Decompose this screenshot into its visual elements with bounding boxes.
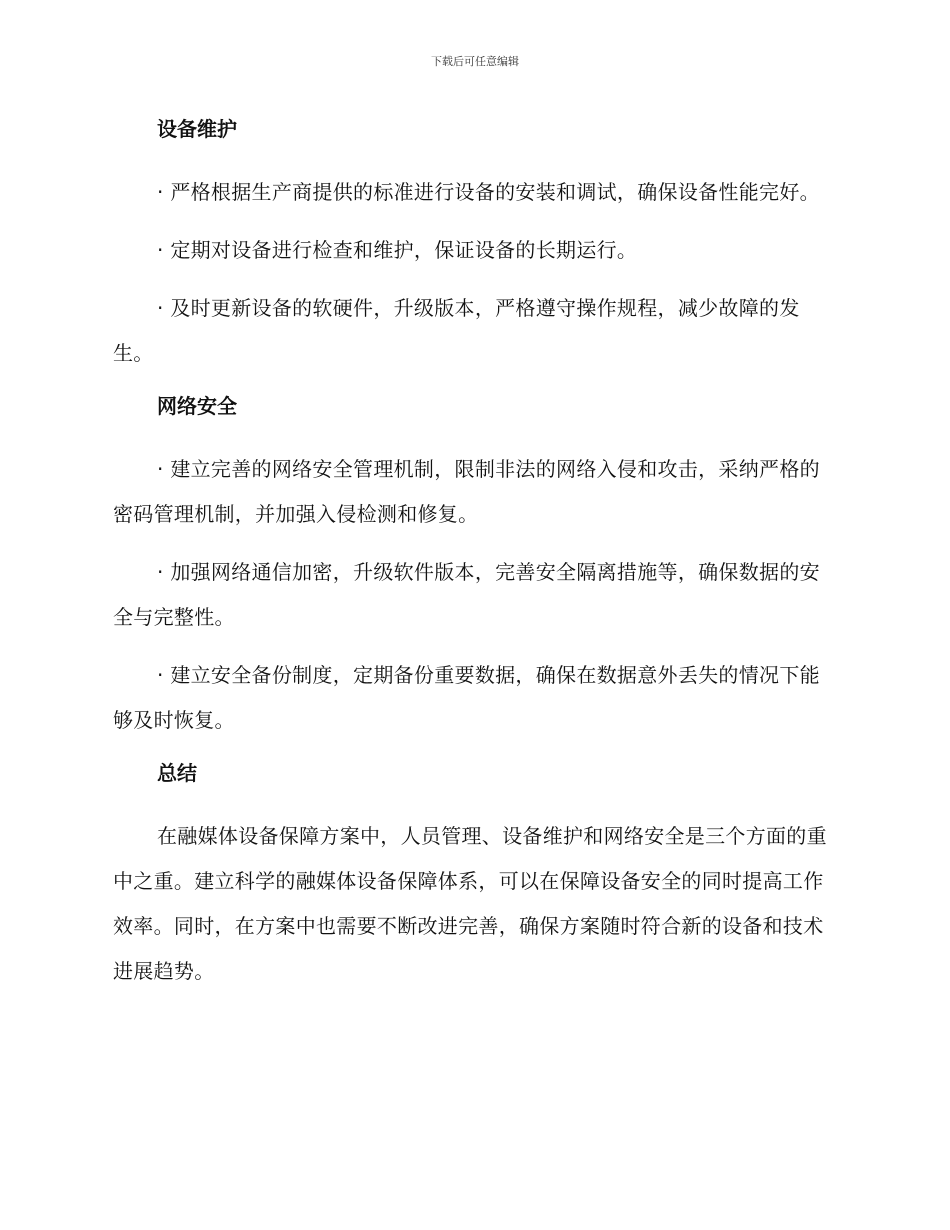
- paragraph: · 定期对设备进行检查和维护，保证设备的长期运行。: [157, 238, 638, 262]
- paragraph: · 严格根据生产商提供的标准进行设备的安装和调试，确保设备性能完好。: [157, 180, 820, 204]
- paragraph: · 建立完善的网络安全管理机制，限制非法的网络入侵和攻击，采纳严格的密码管理机制，并加强入侵检测和修复。: [113, 457, 820, 526]
- section-heading: 设备维护: [157, 117, 237, 141]
- section-network-security: [113, 389, 837, 743]
- section-heading: 总结: [157, 761, 197, 785]
- section-heading: 网络安全: [157, 394, 237, 418]
- section-summary: [113, 756, 837, 994]
- paragraph: · 加强网络通信加密，升级软件版本，完善安全隔离措施等，确保数据的安全与完整性。: [113, 560, 820, 629]
- paragraph: · 建立安全备份制度，定期备份重要数据，确保在数据意外丢失的情况下能够及时恢复。: [113, 663, 820, 732]
- section-equipment-maintenance: [113, 112, 837, 376]
- page-header: 下载后可任意编辑: [431, 55, 519, 68]
- paragraph: 在融媒体设备保障方案中，人员管理、设备维护和网络安全是三个方面的重中之重。建立科学的融媒体设备保障体系，可以在保障设备安全的同时提高工作效率。同时，在方案中也需要不断改进完善，确保方案随时符合新的设备和技术进展趋势。: [113, 824, 827, 983]
- document-body: [113, 112, 837, 1007]
- paragraph: · 及时更新设备的软硬件，升级版本，严格遵守操作规程，减少故障的发生。: [113, 296, 800, 365]
